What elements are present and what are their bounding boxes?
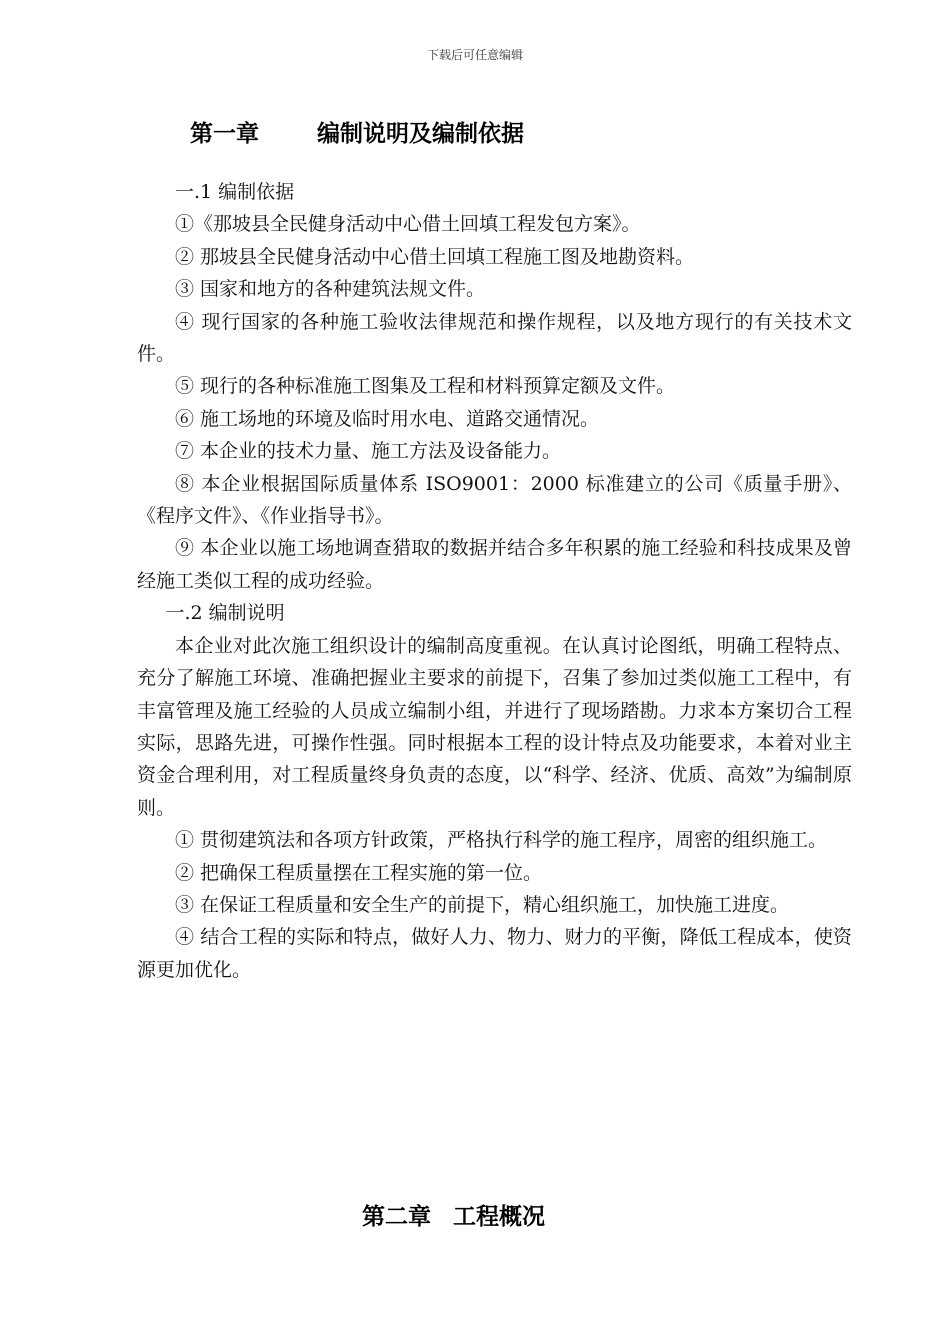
section-1-item: ⑤ 现行的各种标准施工图集及工程和材料预算定额及文件。	[175, 375, 676, 398]
chapter-1-title	[0, 115, 950, 148]
chapter-2-number: 第二章	[362, 1204, 431, 1230]
header-note: 下载后可任意编辑	[426, 48, 523, 62]
section-1-item: ⑧ 本企业根据国际质量体系 ISO9001：2000 标准建立的公司《质量手册》、《程序文件》、《作业指导书》。	[137, 472, 852, 528]
chapter-2-title	[0, 1198, 950, 1231]
section-1-item: ② 那坡县全民健身活动中心借土回填工程施工图及地勘资料。	[175, 245, 695, 268]
section-2-item: ② 把确保工程质量摆在工程实施的第一位。	[175, 861, 543, 884]
section-1-item: ⑦ 本企业的技术力量、施工方法及设备能力。	[175, 440, 562, 463]
chapter-1-number: 第一章	[190, 121, 259, 147]
document-body	[137, 176, 852, 986]
section-1-item: ⑥ 施工场地的环境及临时用水电、道路交通情况。	[175, 407, 600, 430]
section-2-heading: 一.2 编制说明	[165, 602, 285, 625]
section-1-item: ④ 现行国家的各种施工验收法律规范和操作规程，以及地方现行的有关技术文件。	[137, 310, 852, 366]
section-1-item: ⑨ 本企业以施工场地调查猎取的数据并结合多年积累的施工经验和科技成果及曾经施工类似工程的成功经验。	[137, 537, 852, 592]
section-1-item: ③ 国家和地方的各种建筑法规文件。	[175, 278, 486, 301]
section-2-item: ① 贯彻建筑法和各项方针政策，严格执行科学的施工程序，周密的组织施工。	[175, 829, 828, 852]
chapter-1-name: 编制说明及编制依据	[317, 121, 524, 147]
section-1-item: ①《那坡县全民健身活动中心借土回填工程发包方案》。	[175, 213, 641, 236]
chapter-2-name: 工程概况	[453, 1204, 545, 1230]
section-2-item: ④ 结合工程的实际和特点，做好人力、物力、财力的平衡，降低工程成本，使资源更加优化。	[137, 926, 852, 981]
section-1-heading: 一.1 编制依据	[175, 181, 295, 203]
section-2-item: ③ 在保证工程质量和安全生产的前提下，精心组织施工，加快施工进度。	[175, 893, 790, 916]
section-2-intro: 本企业对此次施工组织设计的编制高度重视。在认真讨论图纸，明确工程特点、充分了解施工环境、准确把握业主要求的前提下，召集了参加过类似施工工程中，有丰富管理及施工经验的人员成立编制小组，并进行了现场踏勘。力求本方案切合工程实际，思路先进，可操作性强。同时根据本工程的设计特点及功能要求，本着对业主资金合理利用，对工程质量终身负责的态度，以“科学、经济、优质、高效”为编制原则。	[137, 634, 852, 819]
